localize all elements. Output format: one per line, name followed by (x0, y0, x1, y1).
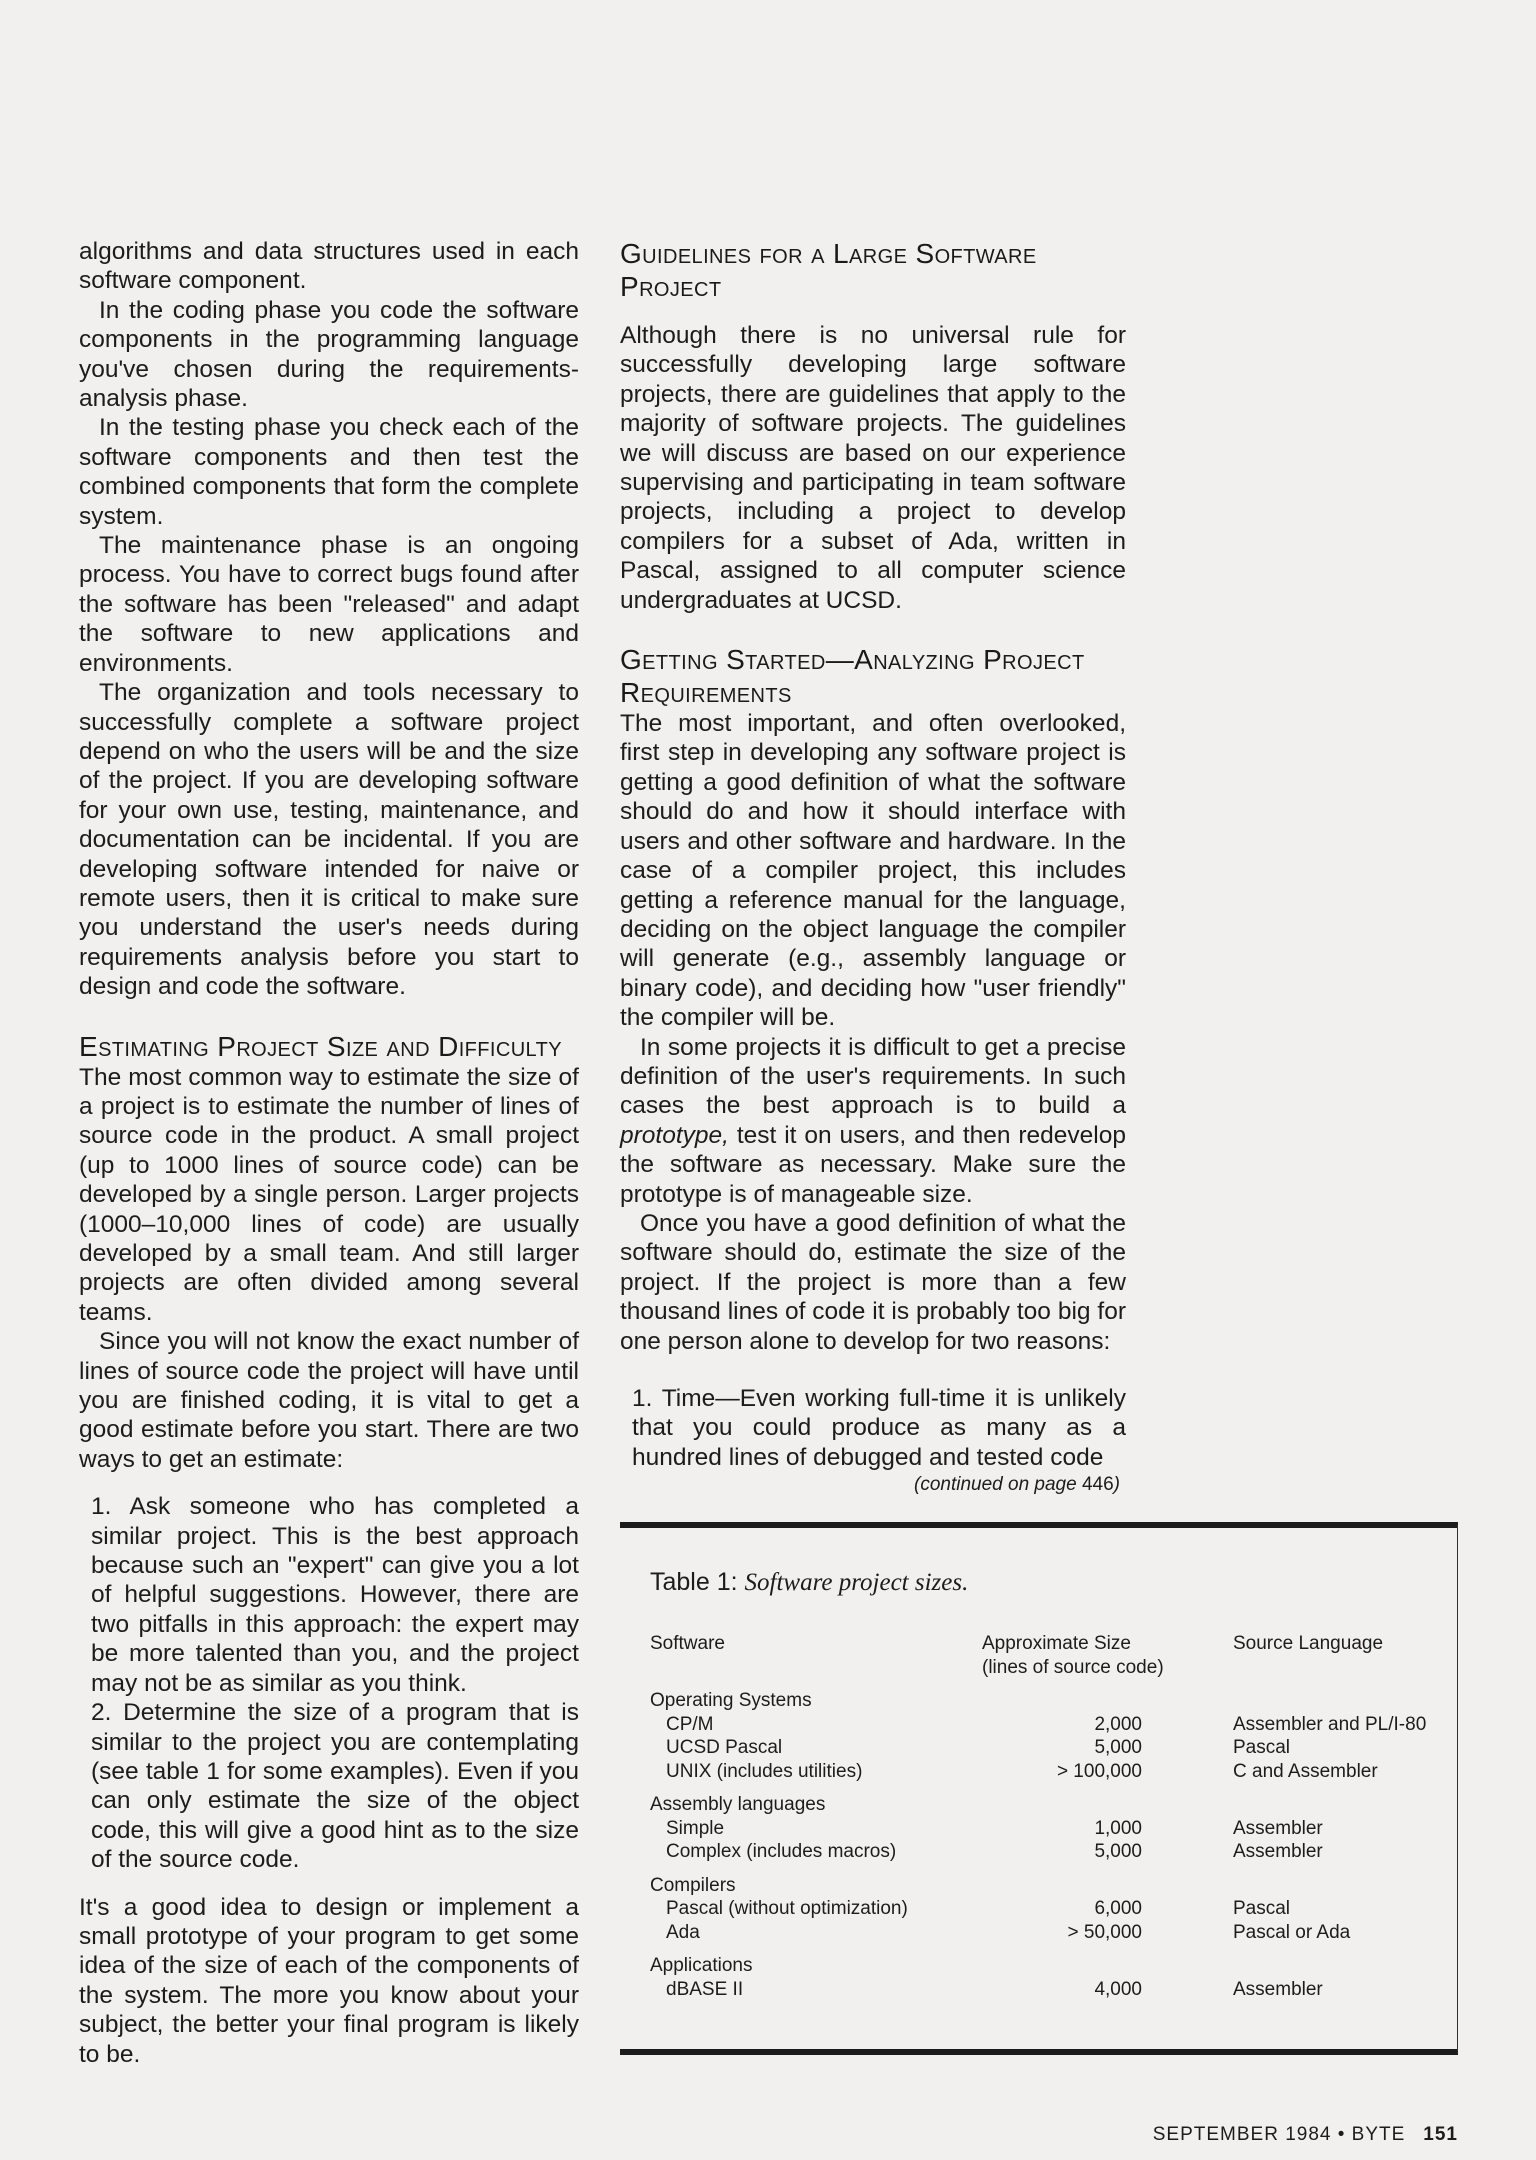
paragraph: In some projects it is difficult to get a precise definition of the user's requirements. In such cases the best approach is to build a prototype, test it on users, and then redevelop the software as necessary. Make sure the prototype is of manageable size. (620, 1033, 1126, 1208)
table-row (650, 1817, 1450, 1841)
paragraph: It's a good idea to design or implement a small prototype of your program to get some idea of the size of each of the components of the system. The more you know about your subject, the better your final program is likely to be. (79, 1893, 579, 2068)
table-header-row (650, 1632, 1450, 1656)
cell-software: UNIX (includes utilities) (666, 1760, 863, 1782)
cell-software: CP/M (666, 1713, 714, 1735)
table-group-row (650, 1793, 1450, 1817)
header-size: Approximate Size (982, 1633, 1131, 1654)
header-language: Source Language (1233, 1633, 1384, 1654)
cell-size: 6,000 (1094, 1898, 1142, 1919)
table-group-row (650, 1689, 1450, 1713)
cell-size: 4,000 (1094, 1978, 1142, 2000)
cell-software: UCSD Pascal (666, 1737, 783, 1758)
paragraph: Once you have a good definition of what the software should do, estimate the size of the project. If the project is more than a few thousand lines of code it is probably too big for one person alone to develop for two reasons: (620, 1209, 1126, 1355)
continued-note: (continued on page 446) (914, 1474, 1120, 1496)
table-row (650, 1713, 1450, 1737)
section-heading-getting-started: Getting Started—Analyzing Project Requirements (620, 644, 1085, 709)
table-header-row-2 (650, 1656, 1450, 1680)
cell-size: 5,000 (1094, 1841, 1142, 1862)
table-group-row (650, 1874, 1450, 1898)
emphasis-prototype: prototype, (620, 1121, 729, 1149)
paragraph: algorithms and data structures used in each software component. (79, 238, 579, 295)
group-name: Compilers (650, 1874, 736, 1896)
header-size-units: (lines of source code) (982, 1656, 1164, 1678)
table-row (650, 1921, 1450, 1945)
section-heading-estimating: Estimating Project Size and Difficulty (79, 1030, 562, 1062)
paragraph: The most important, and often overlooked, first step in developing any software project is getting a good definition of what the software should do and how it should interface with users and other software and hardware. In the case of a compiler project, this includes getting a reference manual for the language, deciding on the object language the compiler will generate (e.g., assembly language or binary code), and deciding how "user friendly" the compiler will be. (620, 710, 1126, 1032)
table-row (650, 1897, 1450, 1921)
table-row (650, 1840, 1450, 1864)
table-groups (650, 1679, 1450, 2001)
cell-language: Assembler (1233, 1978, 1323, 2000)
cell-software: Simple (666, 1817, 725, 1839)
group-name: Applications (650, 1955, 753, 1976)
page-number: 151 (1423, 2124, 1458, 2145)
list-item: 1. Time—Even working full-time it is unlikely that you could produce as many as a hundred lines of debugged and tested code (632, 1385, 1126, 1471)
cell-size: 2,000 (1094, 1713, 1142, 1735)
page-footer (1153, 2124, 1458, 2146)
left-column (79, 237, 579, 2069)
cell-language: Pascal (1233, 1737, 1291, 1758)
group-name: Operating Systems (650, 1690, 812, 1711)
cell-software: Ada (666, 1921, 700, 1943)
paragraph: Since you will not know the exact number of lines of source code the project will have until you are finished coding, it is vital to get a good estimate before you start. There are two ways to get an estimate: (79, 1328, 579, 1473)
cell-software: Complex (includes macros) (666, 1841, 897, 1862)
numbered-list (79, 1492, 579, 1874)
section-heading-guidelines: Guidelines for a Large Software Project (620, 238, 1037, 302)
list-item: 2. Determine the size of a program that is similar to the project you are contemplating (see table 1 for some examples). Even if you can only estimate the size of the object code, this will give a good hint as to the size of the source code. (91, 1699, 579, 1874)
continued-page-number: 446 (1081, 1474, 1114, 1496)
table-caption: Table 1: Software project sizes. (650, 1568, 969, 1596)
paragraph: In the testing phase you check each of the software components and then test the combined components that form the complete system. (79, 414, 579, 530)
table-software-project-sizes (620, 1522, 1458, 2055)
cell-language: Pascal (1233, 1898, 1291, 1919)
cell-size: 5,000 (1094, 1737, 1142, 1758)
cell-software: Pascal (without optimization) (666, 1898, 908, 1919)
table-group-row (650, 1954, 1450, 1978)
table-body (650, 1632, 1450, 2001)
cell-language: Assembler (1233, 1841, 1323, 1862)
group-name: Assembly languages (650, 1794, 826, 1815)
list-item: 1. Ask someone who has completed a similar project. This is the best approach because such an "expert" can give you a lot of helpful suggestions. However, there are two pitfalls in this approach: the expert may be more talented than you, and the project may not be as similar as you think. (91, 1493, 579, 1697)
table-row (650, 1978, 1450, 2002)
cell-language: Pascal or Ada (1233, 1921, 1351, 1943)
issue-line: SEPTEMBER 1984 • BYTE (1152, 2124, 1406, 2145)
table-row (650, 1760, 1450, 1784)
cell-language: C and Assembler (1233, 1760, 1378, 1782)
paragraph: The maintenance phase is an ongoing process. You have to correct bugs found after the software has been "released" and adapt the software to new applications and environments. (79, 532, 579, 677)
paragraph: The organization and tools necessary to successfully complete a software project depend on who the users will be and the size of the project. If you are developing software for your own use, testing, maintenance, and documentation can be incidental. If you are developing software intended for naive or remote users, then it is critical to make sure you understand the user's needs during requirements analysis before you start to design and code the software. (79, 679, 579, 1001)
cell-size: > 100,000 (1056, 1760, 1142, 1782)
cell-size: 1,000 (1094, 1817, 1142, 1839)
cell-language: Assembler (1233, 1817, 1323, 1839)
right-column (620, 237, 1126, 1498)
numbered-list (620, 1384, 1126, 1472)
table-row (650, 1736, 1450, 1760)
paragraph: Although there is no universal rule for successfully developing large software projects, there are guidelines that apply to the majority of software projects. The guidelines we will discuss are based on our experience supervising and participating in team software projects, including a project to develop compilers for a subset of Ada, written in Pascal, assigned to all computer science undergraduates at UCSD. (620, 322, 1126, 614)
paragraph: The most common way to estimate the size of a project is to estimate the number of lines of source code in the product. A small project (up to 1000 lines of source code) can be developed by a single person. Larger projects (1000–10,000 lines of code) are usually developed by a small team. And still larger projects are often divided among several teams. (79, 1063, 579, 1326)
header-software: Software (650, 1633, 725, 1654)
cell-language: Assembler and PL/I-80 (1233, 1713, 1427, 1735)
cell-software: dBASE II (666, 1978, 744, 2000)
paragraph: In the coding phase you code the software components in the programming language you've chosen during the requirements-analysis phase. (79, 296, 579, 413)
cell-size: > 50,000 (1067, 1921, 1142, 1943)
